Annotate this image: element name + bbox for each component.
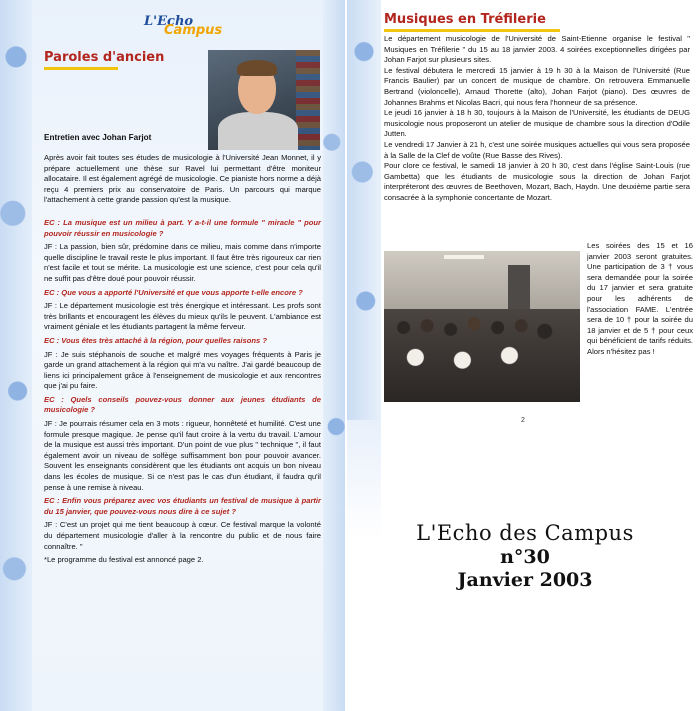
decorative-border-right bbox=[323, 0, 345, 711]
answer-1: JF : La passion, bien sûr, prédomine dans ce milieu, mais comme dans n'importe quelle discipline le travail reste le plus important. Il faut être très rigoureux car rien n'est facile et tout se mérite. La musicologie est une science, c'est pour cela qu'il ne suffit pas d'être doué pour pouvoir réussir. bbox=[44, 242, 321, 283]
logo-word-campus: Campus bbox=[164, 23, 223, 38]
choir-photo bbox=[384, 251, 580, 402]
issue-date: Janvier 2003 bbox=[457, 569, 593, 591]
answer-5: JF : C'est un projet qui me tient beaucoup à cœur. Ce festival marque la volonté du département musicologie d'aller à la rencontre du public et de nous faire connaître. " bbox=[44, 520, 321, 551]
bookshelf bbox=[296, 50, 320, 150]
ceiling-light bbox=[444, 255, 484, 259]
intro-paragraph: Après avoir fait toutes ses études de musicologie à l'Université Jean Monnet, il y prépare actuellement une thèse sur Ravel lui permettant d'être moniteur allocataire. Il est également agrégé de musicologie. Ce pianiste hors norme a déjà reçu 4 premiers prix au conservatoire de Paris. Un parcours qui marque l'attachement à cette grande passion qu'est la musique. bbox=[44, 153, 321, 205]
question-5: EC : Enfin vous préparez avec vos étudiants un festival de musique à partir du 15 janvier, que pouvez-vous nous dire à ce sujet ? bbox=[44, 496, 321, 516]
portrait-hair bbox=[237, 60, 277, 76]
echo-campus-logo bbox=[144, 14, 224, 42]
issue-number: n°30 bbox=[500, 546, 550, 568]
question-3: EC : Vous êtes très attaché à la région, pour quelles raisons ? bbox=[44, 335, 267, 345]
festival-paragraph-2: Le festival débutera le mercredi 15 janvier à 19 h 30 à la Maison de l'Université (Rue Francis Baulier) par un concert de musique de chambre. On retrouvera Emmanuelle Bertrand (violoncelle), Arnaud Thorette (alto), Johan Farjot (piano). Des œuvres de Johannes Brahms et Nicolas Bacri, qui nous fera l'honneur de sa présence. bbox=[384, 65, 690, 107]
festival-paragraph-5: Pour clore ce festival, le samedi 18 janvier à 20 h 30, c'est dans l'église Saint-Louis (rue Gambetta) que les étudiants de musicologie sous la direction de Johan Farjot interpréteront des œuvres de Beethoven, Mozart, Bach, Haydn. Une deuxième partie sera consacrée à la symphonie concertante de Mozart. bbox=[384, 161, 690, 202]
portrait-photo bbox=[208, 50, 320, 150]
festival-paragraph-3: Le jeudi 16 janvier à 18 h 30, toujours à la Maison de l'Université, les étudiants de DEUG musicologie nous proposeront un atelier de musique de chambre sous la direction d'Odile Jutten. bbox=[384, 108, 690, 139]
photo-wall bbox=[384, 251, 580, 311]
question-4: EC : Quels conseils pouvez-vous donner aux jeunes étudiants de musicologie ? bbox=[44, 394, 321, 415]
masthead-title: L'Echo des Campus bbox=[416, 521, 634, 545]
article-title-musiques: Musiques en Tréfilerie bbox=[384, 12, 546, 27]
interview-body bbox=[44, 153, 321, 569]
answer-3: JF : Je suis stéphanois de souche et malgré mes voyages fréquents à Paris je garde un grand attachement à la région qui m'a vu naître. J'ai gardé beaucoup de liens ici principalement grâce à l'enseignement de musicologie et aux rencontres que j'ai pu faire. bbox=[44, 349, 321, 391]
festival-paragraph-1: Le département musicologie de l'Université de Saint-Etienne organise le festival " Musiques en Tréfilerie " du 15 au 18 janvier 2003. 4 soirées exceptionnelles dirigées par Johan Farjot sur plusieurs sites. bbox=[384, 34, 690, 65]
question-1: EC : La musique est un milieu à part. Y a-t-il une formule " miracle " pour pouvoir réussir en musicologie ? bbox=[44, 217, 321, 238]
question-2: EC : Que vous a apporté l'Université et que vous apporte t-elle encore ? bbox=[44, 287, 303, 297]
page-number: 2 bbox=[521, 417, 525, 424]
article-title-paroles: Paroles d'ancien bbox=[44, 50, 165, 65]
answer-2: JF : Le département musicologie est très énergique et intéressant. Les profs sont très brillants et encouragent les élèves du mieux qu'ils le peuvent. L'ambiance est vraiment géniale et les étudiants partagent la même ferveur. bbox=[44, 301, 321, 332]
choir-singers bbox=[384, 309, 580, 402]
festival-body bbox=[384, 34, 690, 204]
prices-paragraph: Les soirées des 15 et 16 janvier 2003 seront gratuites. Une participation de 3 † vous sera demandée pour la soirée du 17 janvier et sera gratuite pour les adhérents de l'association FAME. L'entrée sera de 10 † pour la soirée du 18 janvier et de 5 † pour ceux qui bénéficient de tarifs réduits. Alors n'hésitez pas ! bbox=[587, 241, 693, 356]
footnote: *Le programme du festival est annoncé page 2. bbox=[44, 555, 204, 565]
answer-4: JF : Je pourrais résumer cela en 3 mots : rigueur, honnêteté et humilité. C'est une formule presque magique. Je pense qu'il faut croire à la vertu du travail. L'amour de la musique est aussi très important. D'un point de vue plus " technique ", il faut également avoir un niveau de solfège suffisamment bon pour pouvoir avancer. Souvent les enseignants considèrent que les étudiants ont acquis un bon niveau dans les écoles de musique. Si ce n'est pas le cas d'un étudiant, il faudra qu'il pense à une remise à niveau. bbox=[44, 419, 321, 492]
logo-word-echo: L'Echo bbox=[144, 14, 194, 29]
interview-intro: Entretien avec Johan Farjot bbox=[44, 133, 152, 142]
decorative-border-right-page bbox=[347, 0, 381, 430]
decorative-border-left bbox=[0, 0, 32, 711]
right-title-underline bbox=[384, 29, 560, 32]
portrait-body bbox=[218, 112, 298, 150]
masthead bbox=[360, 520, 690, 592]
festival-paragraph-4: Le vendredi 17 Janvier à 21 h, c'est une soirée musiques actuelles qui vous sera proposée à la Salle de la Clef de voûte (Rue Basse des Rives). bbox=[384, 139, 690, 160]
title-underline bbox=[44, 67, 118, 70]
